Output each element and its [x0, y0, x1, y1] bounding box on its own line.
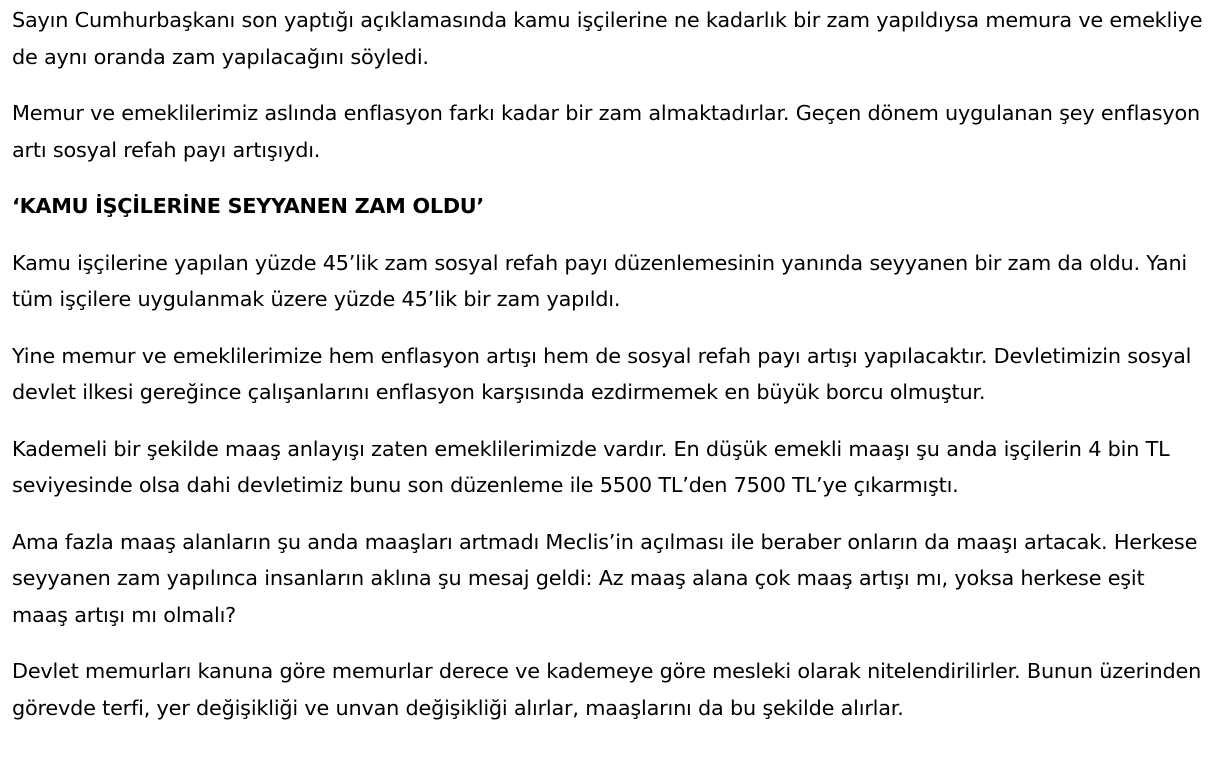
- paragraph: Ama fazla maaş alanların şu anda maaşları artmadı Meclis’in açılması ile beraber onların da maaşı artacak. Herkese seyyanen zam yapılınca insanların aklına şu mesaj geldi: Az maaş alana çok maaş artışı mı, yoksa herkese eşit maaş artışı mı olmalı?: [12, 529, 1198, 627]
- paragraph: Devlet memurları kanuna göre memurlar derece ve kademeye göre mesleki olarak nitelendirilirler. Bunun üzerinden görevde terfi, yer değişikliği ve unvan değişikliği alırlar, maaşlarını da bu şekilde alırlar.: [12, 659, 1202, 720]
- section-heading: ‘KAMU İŞÇİLERİNE SEYYANEN ZAM OLDU’: [12, 194, 484, 218]
- paragraph: Kamu işçilerine yapılan yüzde 45’lik zam sosyal refah payı düzenlemesinin yanında seyyanen bir zam da oldu. Yani tüm işçilere uygulanmak üzere yüzde 45’lik bir zam yapıldı.: [12, 250, 1188, 311]
- paragraph: Sayın Cumhurbaşkanı son yaptığı açıklamasında kamu işçilerine ne kadarlık bir zam yapıldıysa memura ve emekliye de aynı oranda zam yapılacağını söyledi.: [12, 8, 1203, 69]
- paragraph: Yine memur ve emeklilerimize hem enflasyon artışı hem de sosyal refah payı artışı yapılacaktır. Devletimizin sosyal devlet ilkesi gereğince çalışanlarını enflasyon karşısında ezdirmemek en büyük borcu olmuştur.: [12, 343, 1192, 404]
- paragraph: Kademeli bir şekilde maaş anlayışı zaten emeklilerimizde vardır. En düşük emekli maaşı şu anda işçilerin 4 bin TL seviyesinde olsa dahi devletimiz bunu son düzenleme ile 5500 TL’den 7500 TL’ye çıkarmıştı.: [12, 436, 1170, 497]
- paragraph: Memur ve emeklilerimiz aslında enflasyon farkı kadar bir zam almaktadırlar. Geçen dönem uygulanan şey enflasyon artı sosyal refah payı artışıydı.: [12, 101, 1200, 162]
